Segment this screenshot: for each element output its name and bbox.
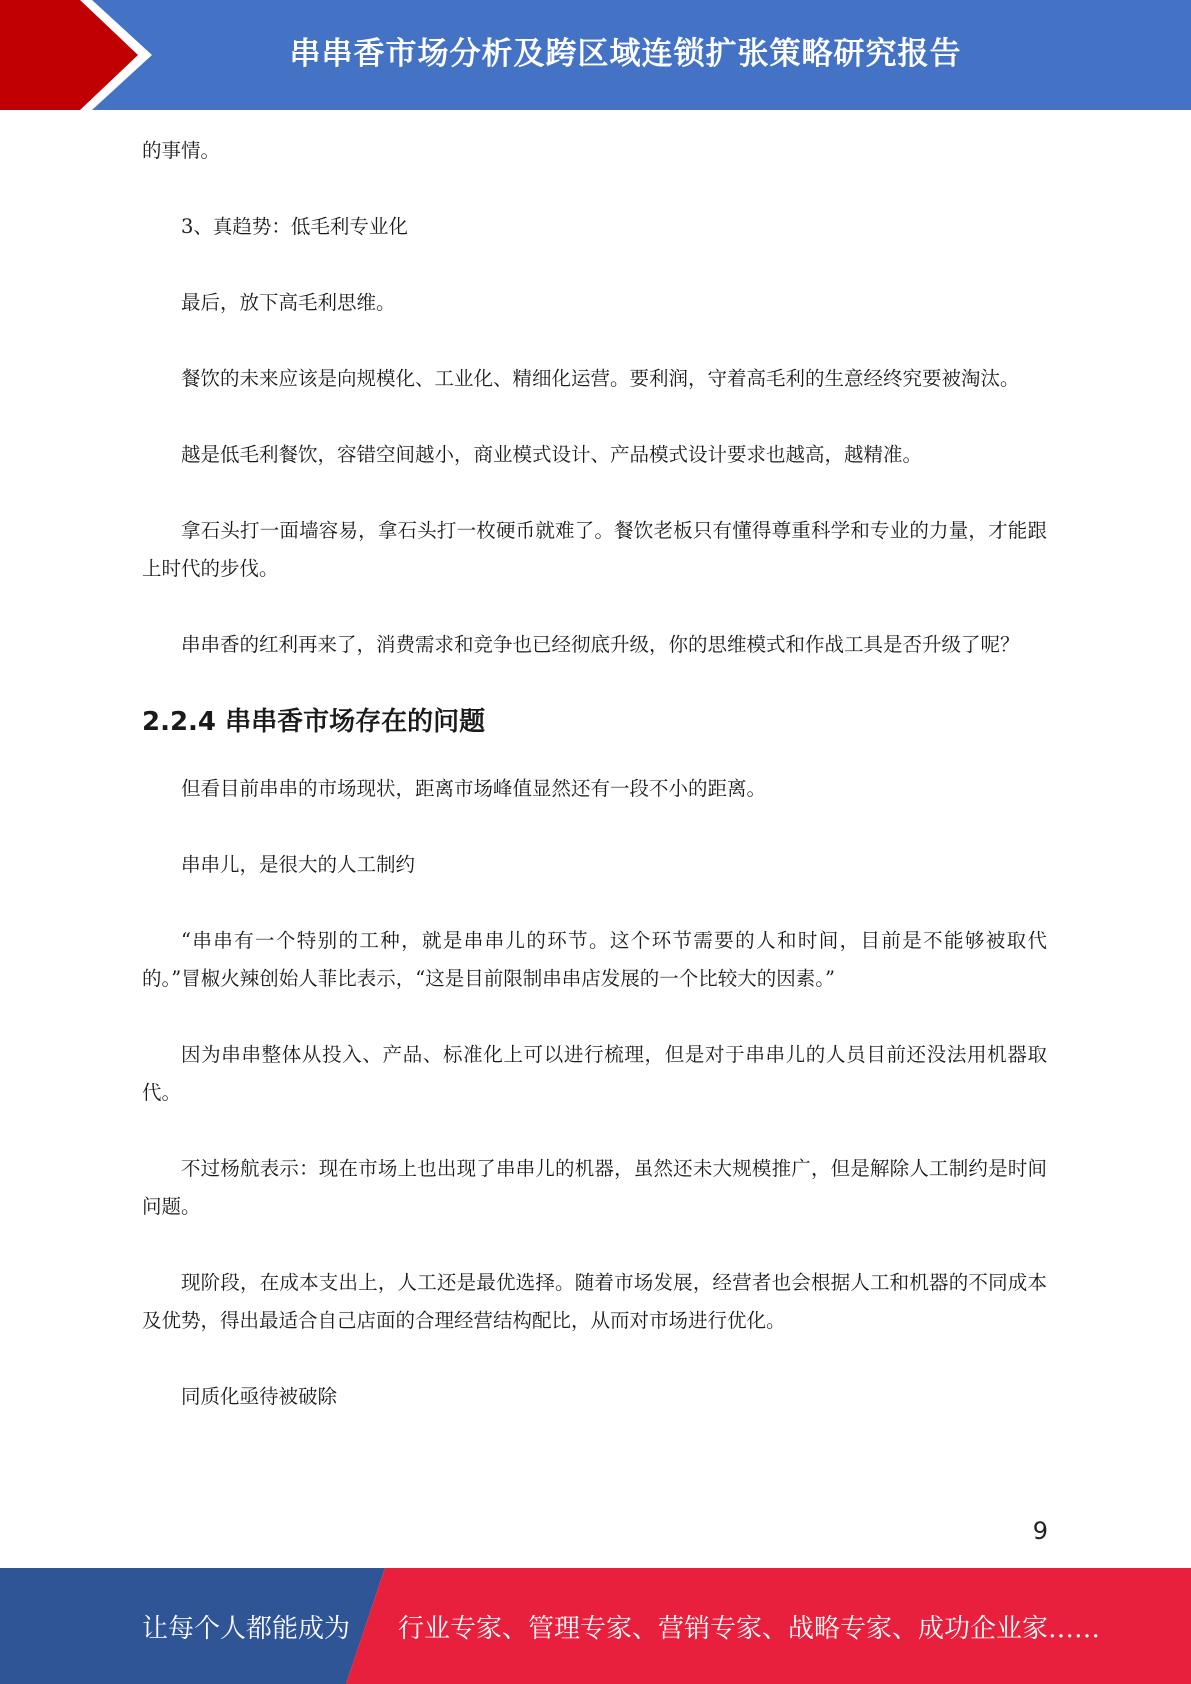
paragraph: 拿石头打一面墙容易，拿石头打一枚硬币就难了。餐饮老板只有懂得尊重科学和专业的力量，才能跟上时代的步伐。 bbox=[142, 519, 1047, 580]
paragraph: 最后，放下高毛利思维。 bbox=[181, 291, 396, 314]
footer-slogan-right: 行业专家、管理专家、营销专家、战略专家、成功企业家…… bbox=[398, 1613, 1101, 1644]
paragraph: 越是低毛利餐饮，容错空间越小，商业模式设计、产品模式设计要求也越高，越精准。 bbox=[181, 443, 923, 466]
paragraph: 同质化亟待被破除 bbox=[181, 1385, 338, 1408]
section-heading: 2.2.4 串串香市场存在的问题 bbox=[142, 707, 486, 737]
paragraph: 因为串串整体从投入、产品、标准化上可以进行梳理，但是对于串串儿的人员目前还没法用机器取代。 bbox=[142, 1043, 1047, 1104]
paragraph: 的事情。 bbox=[142, 139, 221, 162]
paragraph: 串串儿，是很大的人工制约 bbox=[181, 853, 416, 876]
paragraph: 但看目前串串的市场现状，距离市场峰值显然还有一段不小的距离。 bbox=[181, 777, 767, 800]
paragraph: 餐饮的未来应该是向规模化、工业化、精细化运营。要利润，守着高毛利的生意经终究要被淘汰。 bbox=[181, 367, 1020, 390]
paragraph: 不过杨航表示：现在市场上也出现了串串儿的机器，虽然还未大规模推广，但是解除人工制约是时间问题。 bbox=[142, 1157, 1047, 1218]
footer-slogan-left: 让每个人都能成为 bbox=[142, 1613, 351, 1644]
page-header bbox=[0, 0, 1191, 110]
paragraph: 串串香的红利再来了，消费需求和竞争也已经彻底升级，你的思维模式和作战工具是否升级了呢？ bbox=[181, 633, 1020, 656]
paragraph: “串串有一个特别的工种，就是串串儿的环节。这个环节需要的人和时间，目前是不能够被取代的。”冒椒火辣创始人菲比表示，“这是目前限制串串店发展的一个比较大的因素。” bbox=[142, 929, 1047, 990]
page-number: 9 bbox=[1032, 1517, 1048, 1545]
document-title: 串串香市场分析及跨区域连锁扩张策略研究报告 bbox=[289, 35, 962, 72]
paragraph: 3、真趋势：低毛利专业化 bbox=[181, 215, 408, 238]
page-footer bbox=[0, 1568, 1191, 1684]
page-content bbox=[142, 132, 1047, 1454]
paragraph: 现阶段，在成本支出上，人工还是最优选择。随着市场发展，经营者也会根据人工和机器的不同成本及优势，得出最适合自己店面的合理经营结构配比，从而对市场进行优化。 bbox=[142, 1271, 1047, 1332]
